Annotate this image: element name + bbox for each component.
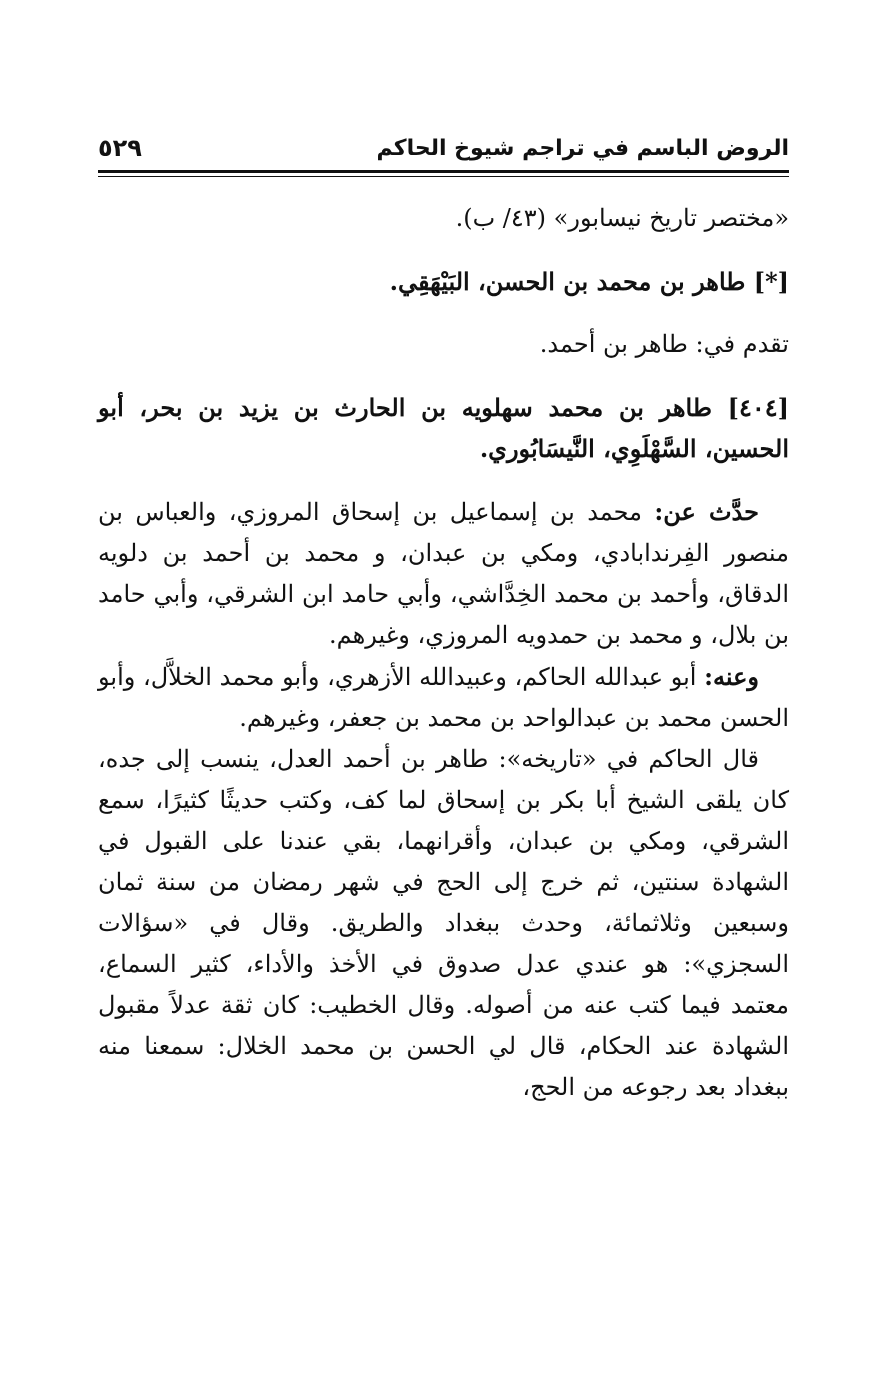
students-paragraph xyxy=(98,656,789,739)
teachers-label: حدَّث عن: xyxy=(654,497,759,526)
biography-paragraph: قال الحاكم في «تاريخه»: طاهر بن أحمد العدل، ينسب إلى جده، كان يلقى الشيخ أبا بكر بن إسحاق لما كف، وكتب حديثًا كثيرًا، سمع الشرقي، ومكي بن عبدان، وأقرانهما، بقي عندنا على القبول في الشهادة سنتين، ثم خرج إلى الحج في شهر رمضان من سنة ثمان وسبعين وثلاثمائة، وحدث ببغداد والطريق. وقال في «سؤالات السجزي»: هو عندي عدل صدوق في الأخذ والأداء، كثير السماع، معتمد فيما كتب عنه من أصوله. وقال الخطيب: كان ثقة عدلاً مقبول الشهادة عند الحكام، قال لي الحسن بن محمد الخلال: سمعنا منه ببغداد بعد رجوعه من الحج، xyxy=(98,745,789,1101)
main-text xyxy=(98,198,789,1108)
page-number: ٥٢٩ xyxy=(98,134,142,162)
cross-reference: تقدم في: طاهر بن أحمد. xyxy=(539,330,789,358)
teachers-text: محمد بن إسماعيل بن إسحاق المروزي، والعباس بن منصور الفِرندابادي، ومكي بن عبدان، و محمد بن أحمد بن دلويه الدقاق، وأحمد بن محمد الخِدَّاشي، وأبي حامد ابن الشرقي، وأبي حامد بن بلال، و محمد بن حمدويه المروزي، وغيرهم. xyxy=(98,498,789,649)
running-header xyxy=(98,128,789,168)
students-text: أبو عبدالله الحاكم، وعبيدالله الأزهري، وأبو محمد الخلاَّل، وأبو الحسن محمد بن عبدالواحد بن محمد بن جعفر، وغيرهم. xyxy=(98,663,789,732)
teachers-paragraph xyxy=(98,491,789,656)
continuation-line: «مختصر تاريخ نيسابور» (٤٣/ ب). xyxy=(455,204,789,232)
running-title: الروض الباسم في تراجم شيوخ الحاكم xyxy=(376,135,789,161)
header-rule-thin xyxy=(98,176,789,177)
header-rule-thick xyxy=(98,170,789,173)
entry-reference: [*] طاهر بن محمد بن الحسن، البَيْهَقِي. xyxy=(389,267,789,296)
entry-title: [٤٠٤] طاهر بن محمد سهلويه بن الحارث بن يزيد بن بحر، أبو الحسين، السَّهْلَوِي، النَّيسَابُوري. xyxy=(98,393,789,463)
students-label: وعنه: xyxy=(704,662,759,691)
